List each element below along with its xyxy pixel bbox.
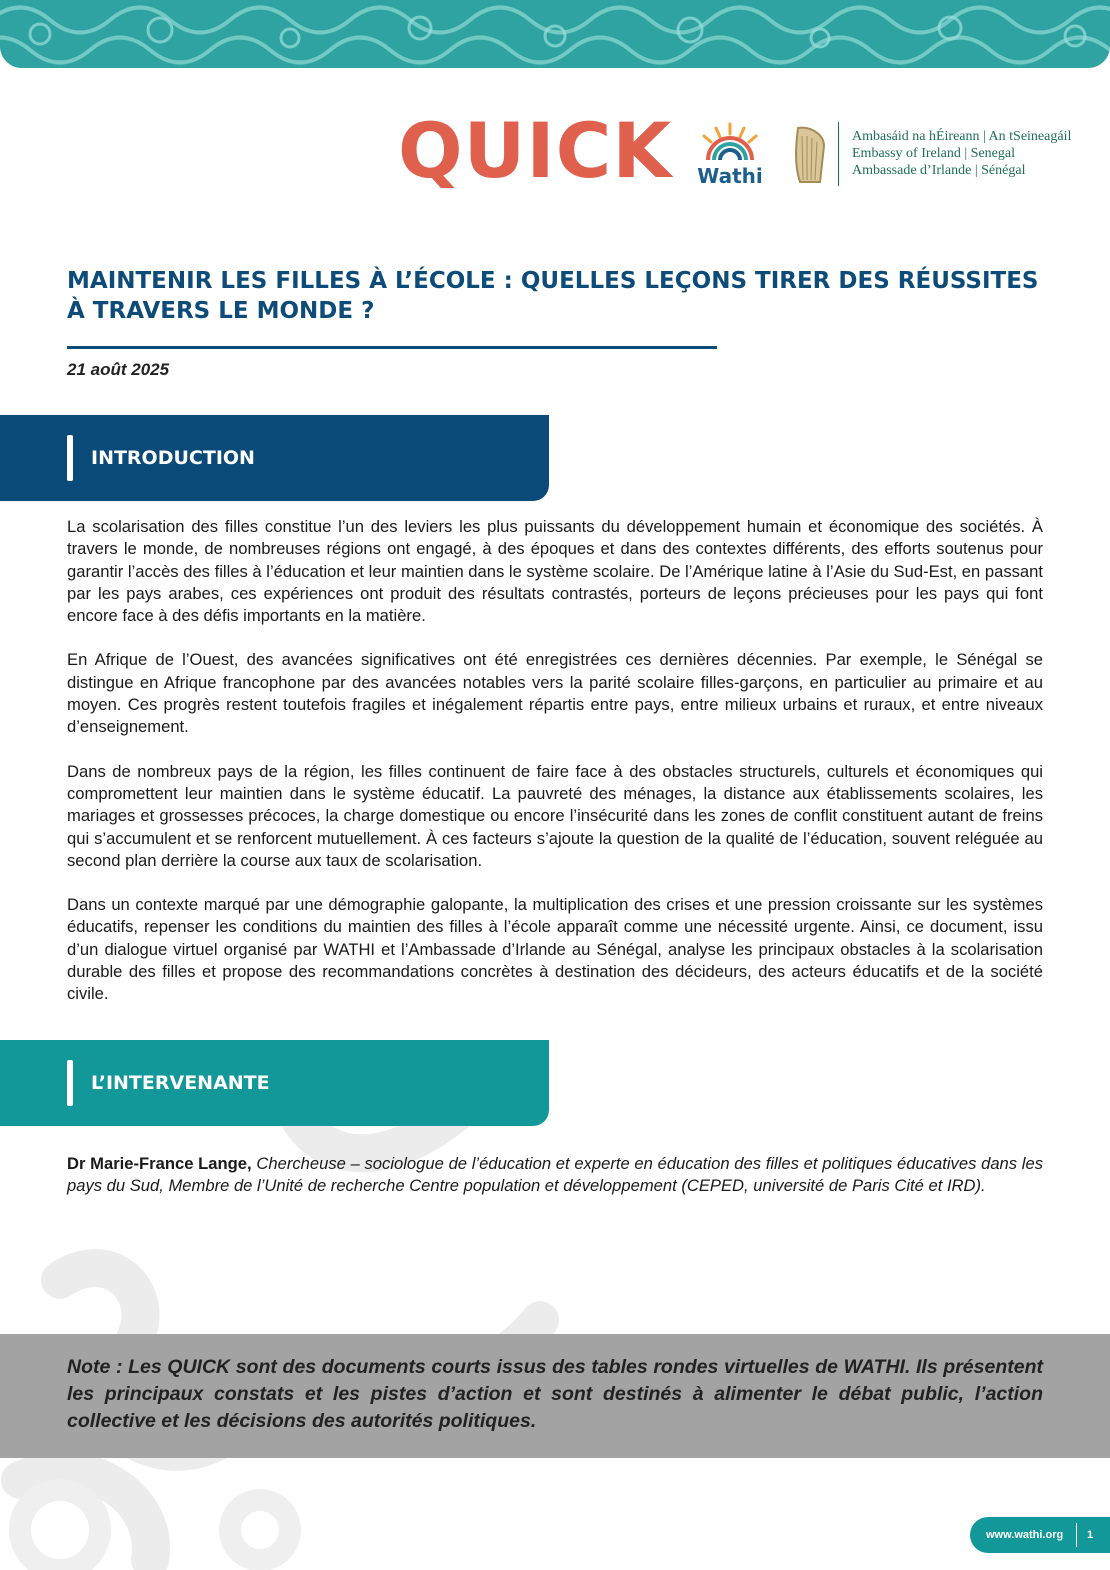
wathi-logo bbox=[694, 122, 766, 192]
speaker-name: Dr Marie-France Lange, bbox=[67, 1154, 252, 1173]
banner-accent-bar bbox=[67, 435, 73, 481]
banner-accent-bar bbox=[67, 1060, 73, 1106]
introduction-body bbox=[67, 516, 1043, 1028]
intro-paragraph: En Afrique de l’Ouest, des avancées significatives ont été enregistrées ces dernières décennies. Par exemple, le Sénégal se distingue en Afrique francophone par des avancées notables vers la parité scolaire filles-garçons, en particulier au primaire et au moyen. Ces progrès restent toutefois fragiles et inégalement répartis entre pays, entre milieux urbains et ruraux, et entre niveaux d’enseignement. bbox=[67, 650, 1043, 737]
footer-pill bbox=[970, 1517, 1110, 1553]
decorative-background-swirls bbox=[0, 1060, 560, 1570]
intro-paragraph: Dans un contexte marqué par une démographie galopante, la multiplication des crises et une pression croissante sur les systèmes éducatifs, repenser les conditions du maintien des filles à l’école apparaît comme une nécessité urgente. Ainsi, ce document, issu d’un dialogue virtuel organisé par WATHI et l’Ambassade d’Irlande au Sénégal, analyse les principaux obstacles à la scolarisation durable des filles et propose des recommandations concrètes à destination des décideurs, des acteurs éducatifs et de la société civile. bbox=[67, 895, 1043, 1004]
embassy-line-irish: Ambasáid na hÉireann | An tSeineagáil bbox=[852, 129, 1072, 144]
logos-row bbox=[0, 108, 1110, 198]
footer-website-link[interactable]: www.wathi.org bbox=[986, 1529, 1064, 1541]
speaker-description bbox=[67, 1153, 1043, 1198]
speaker-heading: L’INTERVENANTE bbox=[91, 1072, 270, 1094]
note-text: Note : Les QUICK sont des documents courts issus des tables rondes virtuelles de WATHI. Ils présentent les principaux constats et les pistes d’action et sont destinés à alimenter le débat public, l’action collective et les décisions des autorités politiques. bbox=[67, 1356, 1043, 1432]
note-box bbox=[0, 1334, 1110, 1458]
intro-paragraph: Dans de nombreux pays de la région, les filles continuent de faire face à des obstacles structurels, culturels et économiques qui compromettent leur maintien dans le système éducatif. La pauvreté des ménages, la distance aux établissements scolaires, les mariages et grossesses précoces, la charge domestique ou encore l’insécurité dans les zones de conflit constituent autant de freins qui s’accumulent et se renforcent mutuellement. À ces facteurs s’ajoute la question de la qualité de l’éducation, souvent reléguée au second plan derrière la course aux taux de scolarisation. bbox=[67, 761, 1043, 870]
introduction-banner bbox=[0, 415, 549, 501]
decorative-top-band bbox=[0, 0, 1110, 68]
title-underline bbox=[67, 346, 717, 349]
speaker-role: Chercheuse – sociologue de l’éducation et experte en éducation des filles et politiques éducatives dans les pays du Sud, Membre de l’Unité de recherche Centre population et développement (CEPED, université de Paris Cité et IRD). bbox=[67, 1154, 1044, 1196]
intro-paragraph: La scolarisation des filles constitue l’un des leviers les plus puissants du développement humain et économique des sociétés. À travers le monde, de nombreuses régions ont engagé, à des époques et dans des contextes différents, des efforts soutenus pour garantir l’accès des filles à l’éducation et leur maintien dans le système scolaire. De l’Amérique latine à l’Asie du Sud-Est, en passant par les pays arabes, ces expériences ont produit des résultats contrastés, porteurs de leçons précieuses pour les pays qui font encore face à des défis importants en la matière. bbox=[67, 517, 1043, 626]
embassy-of-ireland-logo bbox=[852, 128, 1071, 179]
irish-harp-icon bbox=[790, 124, 830, 186]
document-title: MAINTENIR LES FILLES À L’ÉCOLE : QUELLES LEÇONS TIRER DES RÉUSSITES À TRAVERS LE MONDE ? bbox=[67, 268, 1039, 324]
embassy-line-english: Embassy of Ireland | Senegal bbox=[852, 146, 1015, 161]
footer-separator bbox=[1076, 1523, 1077, 1547]
quick-logo: QUICK bbox=[398, 106, 673, 195]
document-date: 21 août 2025 bbox=[67, 360, 170, 379]
speaker-banner bbox=[0, 1040, 549, 1126]
logo-divider bbox=[838, 122, 839, 186]
wathi-wordmark: Wathi bbox=[697, 164, 763, 188]
introduction-heading: INTRODUCTION bbox=[91, 447, 255, 469]
page-number: 1 bbox=[1087, 1529, 1094, 1541]
embassy-line-french: Ambassade d’Irlande | Sénégal bbox=[852, 163, 1026, 178]
wathi-sun-icon bbox=[694, 122, 766, 166]
